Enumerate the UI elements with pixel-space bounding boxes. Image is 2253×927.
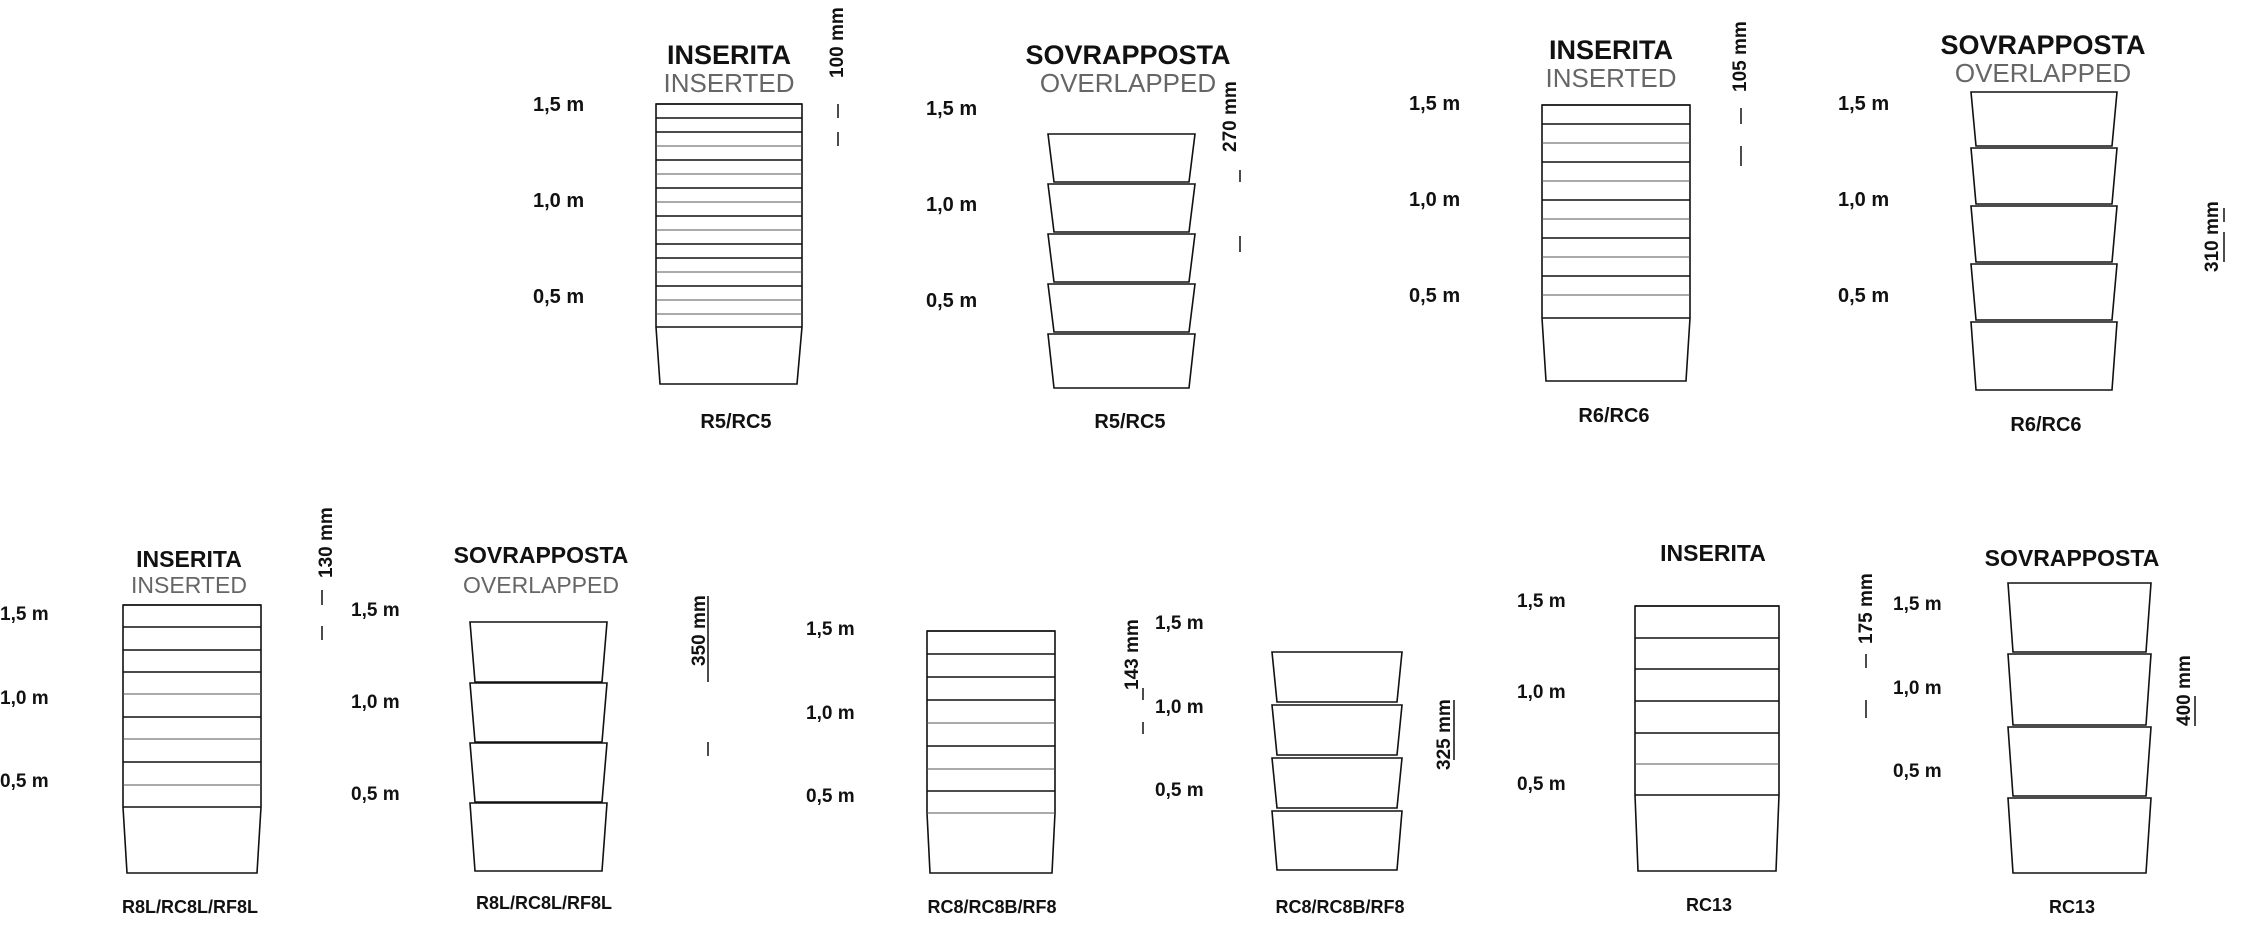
title-it: SOVRAPPOSTA [1025, 40, 1231, 70]
scale-label-1-0: 1,0 m [926, 194, 978, 216]
scale-label-0-5: 0,5 m [806, 786, 855, 807]
scale-label-0-5: 0,5 m [351, 784, 400, 805]
scale-label-1-5: 1,5 m [0, 604, 49, 625]
model-label: R5/RC5 [700, 411, 772, 433]
title-it: SOVRAPPOSTA [1940, 30, 2146, 60]
diagram-rc13-inserted [1517, 540, 1877, 915]
model-label: R6/RC6 [2010, 414, 2082, 436]
scale-label-0-5: 0,5 m [1155, 780, 1204, 801]
scale-label-1-0: 1,0 m [0, 688, 49, 709]
scale-label-1-5: 1,5 m [1155, 613, 1204, 634]
diagram-r8l-overlapped [351, 542, 710, 913]
title-it: INSERITA [1660, 540, 1766, 566]
dimension-label: 325 mm [1434, 699, 1455, 770]
dimension-label: 100 mm [827, 7, 848, 78]
scale-label-1-0: 1,0 m [1409, 189, 1461, 211]
scale-label-1-5: 1,5 m [351, 600, 400, 621]
stack-drawing [927, 631, 1055, 873]
title-en: INSERTED [663, 68, 795, 98]
model-label: RC13 [1685, 895, 1733, 915]
stack-drawing [1971, 92, 2117, 390]
scale-label-1-5: 1,5 m [533, 94, 585, 116]
stack-drawing [2008, 583, 2151, 873]
stack-drawing [1635, 606, 1779, 871]
dimension-label: 270 mm [1220, 81, 1241, 152]
scale-label-1-0: 1,0 m [806, 703, 855, 724]
stack-drawing [470, 622, 607, 871]
scale-label-0-5: 0,5 m [1893, 761, 1942, 782]
scale-label-0-5: 0,5 m [1409, 285, 1461, 307]
title-en: OVERLAPPED [463, 572, 619, 598]
model-label: R6/RC6 [1578, 405, 1650, 427]
title-en: INSERTED [131, 572, 247, 598]
title-it: INSERITA [666, 40, 792, 70]
dimension-label: 175 mm [1856, 573, 1877, 644]
scale-label-1-5: 1,5 m [1838, 93, 1890, 115]
model-label: R8L/RC8L/RF8L [475, 893, 613, 913]
stack-drawing [1272, 652, 1402, 870]
scale-label-1-5: 1,5 m [1409, 93, 1461, 115]
scale-label-1-5: 1,5 m [1893, 594, 1942, 615]
diagram-rc8-overlapped [1155, 613, 1455, 917]
scale-label-0-5: 0,5 m [1838, 285, 1890, 307]
title-it: INSERITA [1548, 35, 1674, 65]
model-label: RC8/RC8B/RF8 [1275, 897, 1405, 917]
stack-drawing [656, 104, 802, 384]
diagram-rc8-inserted [806, 619, 1143, 917]
title-en: OVERLAPPED [1954, 58, 2132, 88]
model-label: RC8/RC8B/RF8 [927, 897, 1057, 917]
diagram-r6-overlapped [1838, 30, 2224, 436]
scale-label-1-0: 1,0 m [1893, 678, 1942, 699]
scale-label-1-0: 1,0 m [533, 190, 585, 212]
scale-label-0-5: 0,5 m [926, 290, 978, 312]
dimension-label: 143 mm [1122, 619, 1143, 690]
title-it: INSERITA [136, 546, 242, 572]
scale-label-0-5: 0,5 m [1517, 774, 1566, 795]
dimension-label: 350 mm [689, 595, 710, 666]
diagram-r8l-inserted [0, 507, 337, 917]
title-it: SOVRAPPOSTA [453, 542, 629, 568]
scale-label-1-5: 1,5 m [1517, 591, 1566, 612]
dimension-label: 105 mm [1730, 21, 1751, 92]
stack-drawing [1542, 105, 1690, 381]
diagram-r6-inserted [1409, 21, 1751, 427]
dimension-label: 400 mm [2174, 655, 2195, 726]
scale-label-1-0: 1,0 m [1838, 189, 1890, 211]
scale-label-1-5: 1,5 m [926, 98, 978, 120]
diagram-r5-overlapped [926, 40, 1241, 433]
model-label: R8L/RC8L/RF8L [121, 897, 259, 917]
model-label: R5/RC5 [1094, 411, 1166, 433]
title-en: INSERTED [1545, 63, 1677, 93]
title-it: SOVRAPPOSTA [1984, 545, 2160, 571]
scale-label-0-5: 0,5 m [533, 286, 585, 308]
scale-label-1-5: 1,5 m [806, 619, 855, 640]
dimension-label: 130 mm [316, 507, 337, 578]
scale-label-1-0: 1,0 m [1517, 682, 1566, 703]
stack-drawing [1048, 134, 1195, 388]
title-en: OVERLAPPED [1039, 68, 1217, 98]
diagram-rc13-overlapped [1893, 545, 2195, 917]
dimension-label: 310 mm [2202, 201, 2223, 272]
diagram-r5-inserted [533, 7, 848, 433]
stack-drawing [123, 605, 261, 873]
scale-label-1-0: 1,0 m [1155, 697, 1204, 718]
scale-label-1-0: 1,0 m [351, 692, 400, 713]
scale-label-0-5: 0,5 m [0, 771, 49, 792]
model-label: RC13 [2048, 897, 2096, 917]
